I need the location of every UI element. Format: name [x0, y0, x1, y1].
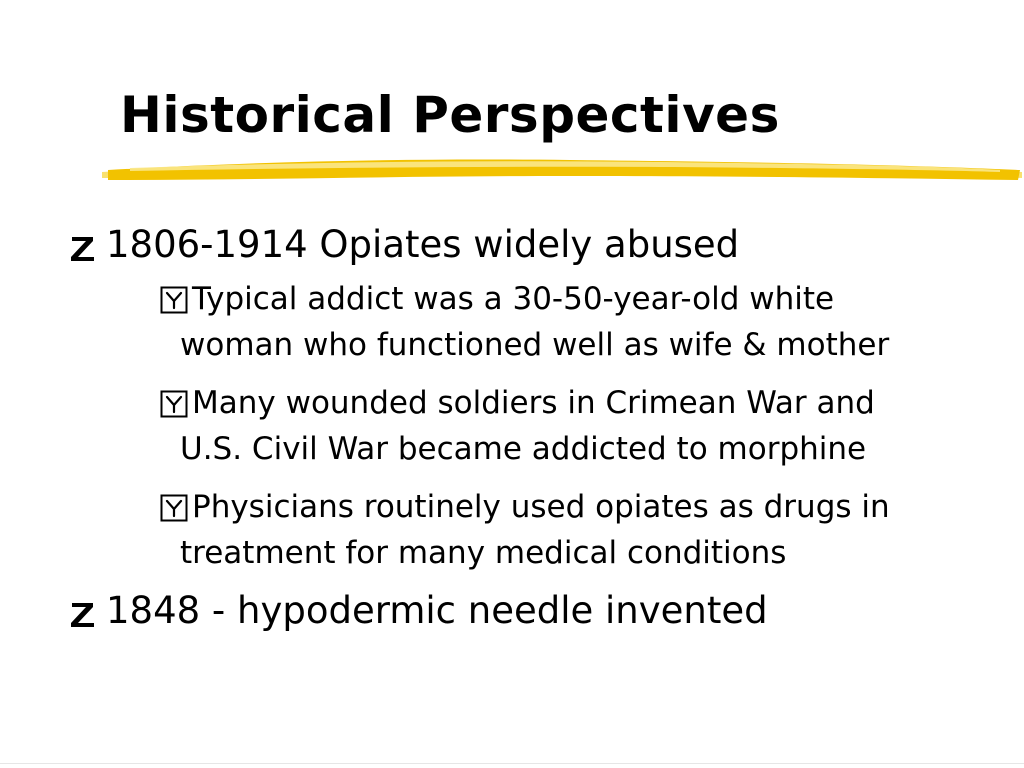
sub-bullet-line-2: treatment for many medical conditions: [180, 535, 787, 571]
checkbox-y-icon: [160, 390, 188, 418]
z-bullet-icon: [66, 596, 100, 630]
sub-bullet-item-wounded-soldiers: [152, 380, 1010, 472]
bullet-item-opiates: [60, 222, 1010, 576]
sub-bullet-line-1: Typical addict was a 30-50-year-old white: [192, 281, 835, 317]
slide-bottom-border: [0, 763, 1024, 764]
bullet-text: 1806-1914 Opiates widely abused: [106, 223, 740, 266]
sub-bullet-line-1: Many wounded soldiers in Crimean War and: [192, 385, 875, 421]
checkbox-y-icon: [160, 494, 188, 522]
bullet-list: [60, 222, 1010, 634]
checkbox-y-icon: [160, 286, 188, 314]
slide-title: Historical Perspectives: [120, 86, 780, 144]
sub-bullet-line-2: woman who functioned well as wife & mother: [180, 327, 890, 363]
sub-bullet-list: [106, 276, 1010, 576]
sub-bullet-line-1: Physicians routinely used opiates as drugs in: [192, 489, 890, 525]
sub-bullet-line-2: U.S. Civil War became addicted to morphine: [180, 431, 867, 467]
sub-bullet-item-physicians: [152, 484, 1010, 576]
title-underline-brush: [100, 150, 1024, 190]
bullet-item-hypodermic-needle: [60, 588, 1010, 634]
bullet-text: 1848 - hypodermic needle invented: [106, 589, 768, 632]
sub-bullet-item-typical-addict: [152, 276, 1010, 368]
z-bullet-icon: [66, 230, 100, 264]
